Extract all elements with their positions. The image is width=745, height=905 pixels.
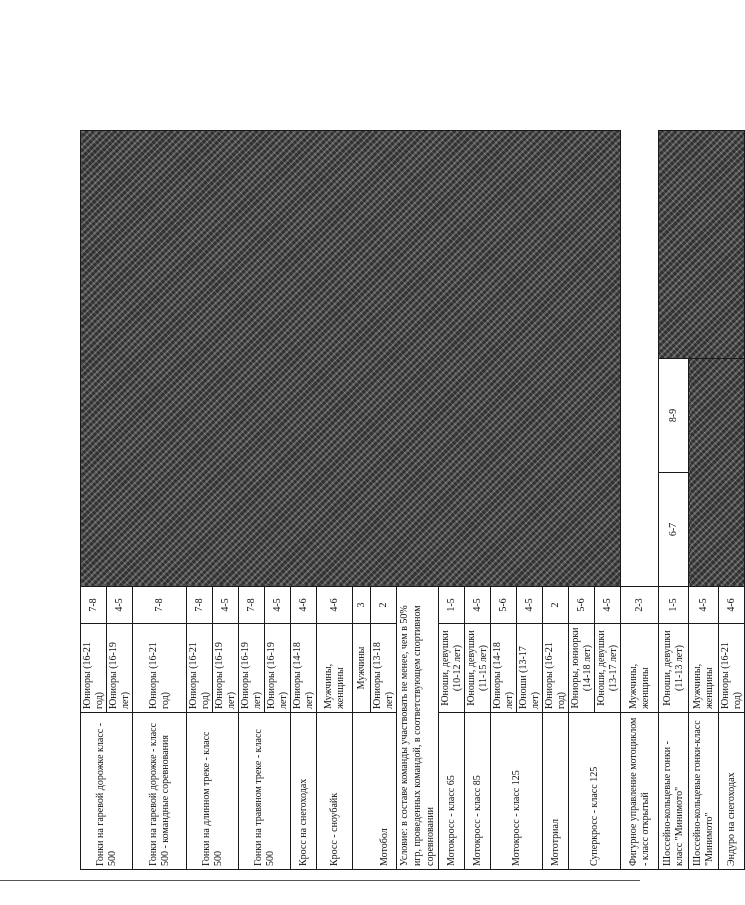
category-cell: Юниоры (16-19 лет) (239, 624, 265, 713)
rotated-table-container (80, 130, 743, 870)
shaded-area (659, 131, 745, 359)
category-cell: Юноши, девушки (11-13 лет) (659, 624, 689, 713)
category-cell: Юниоры (14-18 лет) (291, 624, 317, 713)
discipline-cell: Гонки на гаревой дорожке класс - 500 (81, 713, 133, 870)
value-cell: 6-7 (659, 473, 689, 587)
value-cell: 8-9 (659, 359, 689, 473)
value-cell: 5-6 (491, 587, 517, 624)
value-cell: 1-5 (439, 587, 465, 624)
discipline-cell: Суперкросс - класс 125 (569, 713, 621, 870)
discipline-cell: Мототриал (543, 713, 569, 870)
category-cell: Мужчины, женщины (689, 624, 719, 713)
discipline-cell: Гонки на травяном треке - класс 500 (239, 713, 291, 870)
value-cell: 4-5 (107, 587, 133, 624)
value-cell: 1-5 (659, 587, 689, 624)
category-cell: Юниоры, юниорки (14-18 лет) (569, 624, 595, 713)
discipline-cell: Кросс на снегоходах (291, 713, 317, 870)
category-cell: Юниоры (16-21 год) (543, 624, 569, 713)
category-cell: Юноши, девушки (13-17 лет) (595, 624, 621, 713)
discipline-cell: Эндуро на снегоходах (719, 713, 745, 870)
value-cell: 3 (353, 587, 371, 624)
value-cell: 5-6 (569, 587, 595, 624)
category-cell: Юниоры (14-18 лет) (491, 624, 517, 713)
value-cell: 2-3 (621, 587, 659, 624)
table-row (81, 131, 107, 870)
value-cell: 4-5 (689, 587, 719, 624)
category-cell: Юниоры (16-21 год) (81, 624, 107, 713)
discipline-cell: Мотокросс - класс 65 (439, 713, 465, 870)
discipline-cell: Гонки на длинном треке - класс 500 (187, 713, 239, 870)
discipline-cell: Мотокросс - класс 85 (465, 713, 491, 870)
discipline-cell: Гонки на гаревой дорожке - класс 500 - командные соревнования (133, 713, 187, 870)
category-cell: Юниоры (16-21 год) (133, 624, 187, 713)
category-cell: Мужчины (353, 624, 371, 713)
category-cell: Юноши, девушки (11-15 лет) (465, 624, 491, 713)
value-cell: 4-6 (291, 587, 317, 624)
shaded-area (689, 359, 745, 587)
discipline-cell: Фигурное управление мотоциклом - класс открытый (621, 713, 659, 870)
shaded-area (81, 131, 621, 587)
category-cell: Юниоры (16-19 лет) (213, 624, 239, 713)
category-cell: Юноши, девушки (10-12 лет) (439, 624, 465, 713)
value-cell: 2 (543, 587, 569, 624)
category-cell: Юноши (13-17 лет) (517, 624, 543, 713)
value-cell: 7-8 (187, 587, 213, 624)
value-cell: 4-5 (465, 587, 491, 624)
category-cell: Юниоры (16-19 лет) (107, 624, 133, 713)
value-cell: 4-6 (719, 587, 745, 624)
category-cell: Юниоры (16-21 год) (719, 624, 745, 713)
discipline-cell: Мотобол (353, 713, 397, 870)
table-row (659, 131, 689, 870)
ranks-table (80, 130, 745, 870)
condition-note: Условие: в составе команды участвовать не менее, чем в 50% игр, проведенных командой, в соответствующем спортивном соревновании (397, 587, 439, 870)
value-cell: 4-5 (213, 587, 239, 624)
value-cell: 7-8 (239, 587, 265, 624)
category-cell: Юниоры (16-19 лет) (265, 624, 291, 713)
category-cell: Юниоры (16-21 год) (187, 624, 213, 713)
value-cell: 4-5 (595, 587, 621, 624)
table-row (621, 131, 659, 870)
value-cell: 4-6 (317, 587, 353, 624)
page-top-edge (0, 880, 640, 881)
value-cell: 4-5 (517, 587, 543, 624)
category-cell: Мужчины, женщины (317, 624, 353, 713)
value-cell: 7-8 (133, 587, 187, 624)
category-cell: Юниоры (13-18 лет) (371, 624, 397, 713)
discipline-cell: Шоссейно-кольцевые гонки-класс "Минимото" (689, 713, 719, 870)
discipline-cell: Кросс - сноубайк (317, 713, 353, 870)
category-cell: Мужчины, женщины (621, 624, 659, 713)
value-cell: 2 (371, 587, 397, 624)
value-cell: 4-5 (265, 587, 291, 624)
discipline-cell: Мотокросс - класс 125 (491, 713, 543, 870)
discipline-cell: Шоссейно-кольцевые гонки - класс "Минимото" (659, 713, 689, 870)
value-cell: 7-8 (81, 587, 107, 624)
